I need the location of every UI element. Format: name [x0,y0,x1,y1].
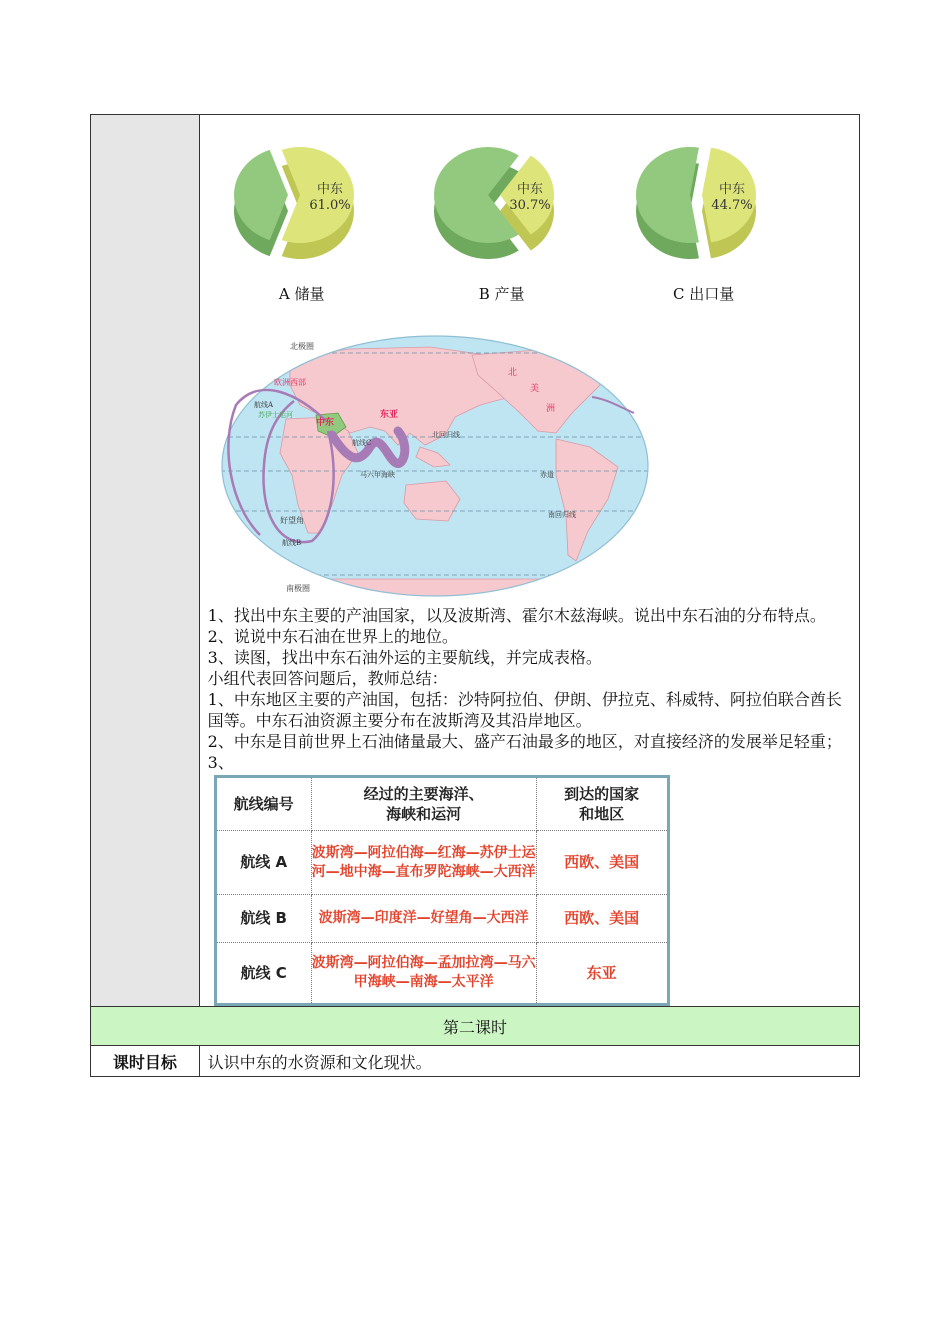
antarctica [220,579,650,597]
section-title: 第二课时 [91,1007,860,1046]
pie-slice-label: 中东 [316,182,343,197]
pie-slice-label: 中东 [516,182,543,197]
summary-intro: 小组代表回答问题后，教师总结： [207,669,448,688]
lesson-text [200,597,859,1006]
route-path: 波斯湾—阿拉伯海—红海—苏伊士运河—地中海—直布罗陀海峡—大西洋 [311,831,536,895]
question-1: 1、找出中东主要的产油国家，以及波斯湾、霍尔木兹海峡。说出中东石油的分布特点。 [207,606,826,625]
pie-chart-reserves [222,139,382,309]
pie-slice-percent: 30.7% [509,198,551,213]
route-header-id: 航线编号 [215,777,311,831]
map-label-equator: 赤道 [539,471,554,479]
map-label-route-c: 航线C [351,439,372,447]
goal-label: 课时目标 [91,1046,200,1077]
section-row [91,1007,860,1046]
table-row [215,831,668,895]
route-header-dest: 到达的国家 和地区 [536,777,668,831]
pie-caption-exports: C 出口量 [673,285,735,303]
map-label-east-asia: 东亚 [379,410,398,420]
pie-slice-label: 中东 [718,182,745,197]
map-label-suez: 苏伊士运河 [257,411,293,419]
pie-slice-percent: 61.0% [309,198,351,213]
pie-production [422,139,582,279]
route-dest: 东亚 [536,943,668,1005]
world-oil-route-map [220,335,650,597]
pie-chart-production [422,139,582,309]
map-label-malacca: 马六甲海峡 [359,471,395,479]
pie-caption-production: B 产量 [478,285,525,303]
goal-text: 认识中东的水资源和文化现状。 [199,1046,859,1077]
route-header-path: 经过的主要海洋、 海峡和运河 [311,777,536,831]
map-label-tropic-cancer: 北回归线 [431,431,460,439]
pie-exports [624,139,784,279]
question-3: 3、读图，找出中东石油外运的主要航线，并完成表格。 [207,648,602,667]
route-dest: 西欧、美国 [536,895,668,943]
summary-2: 2、中东是目前世界上石油储量最大、盛产石油最多的地区，对直接经济的发展举足轻重； [207,732,842,751]
summary-3: 3、 [207,753,234,772]
map-label-route-a: 航线A [253,401,273,409]
map-label-north-america-2: 美 [529,384,539,394]
route-path: 波斯湾—印度洋—好望角—大西洋 [311,895,536,943]
left-label-cell [91,115,200,1007]
map-label-cape: 好望角 [279,516,304,525]
pie-chart-exports [624,139,784,309]
route-path: 波斯湾—阿拉伯海—孟加拉湾—马六甲海峡—南海—太平洋 [311,943,536,1005]
question-2: 2、说说中东石油在世界上的地位。 [207,627,458,646]
table-row [215,895,668,943]
route-id: 航线 B [215,895,311,943]
pie-slice-percent: 44.7% [711,198,753,213]
map-label-west-europe: 欧洲西部 [273,378,306,387]
map-label-north-america-1: 北 [507,368,517,378]
route-table [214,775,670,1006]
map-label-tropic-capricorn: 南回归线 [547,511,576,519]
map-label-north-america-3: 洲 [545,404,555,414]
map-svg [220,335,650,597]
route-dest: 西欧、美国 [536,831,668,895]
summary-1: 1、中东地区主要的产油国，包括：沙特阿拉伯、伊朗、伊拉克、科威特、阿拉伯联合酋长国等。中东石油资源主要分布在波斯湾及其沿岸地区。 [207,690,842,730]
map-label-route-b: 航线B [281,539,301,547]
content-cell [199,115,859,1007]
map-label-antarctic: 南极圈 [285,584,310,593]
route-id: 航线 A [215,831,311,895]
goal-row [91,1046,860,1077]
pie-caption-reserves: A 储量 [278,285,325,303]
lesson-table [90,114,860,1077]
pie-reserves [222,139,382,279]
pie-charts [200,115,859,315]
map-label-arctic: 北极圈 [289,342,314,351]
greenland [600,343,632,365]
map-label-middle-east: 中东 [315,418,334,428]
route-id: 航线 C [215,943,311,1005]
table-row [215,943,668,1005]
